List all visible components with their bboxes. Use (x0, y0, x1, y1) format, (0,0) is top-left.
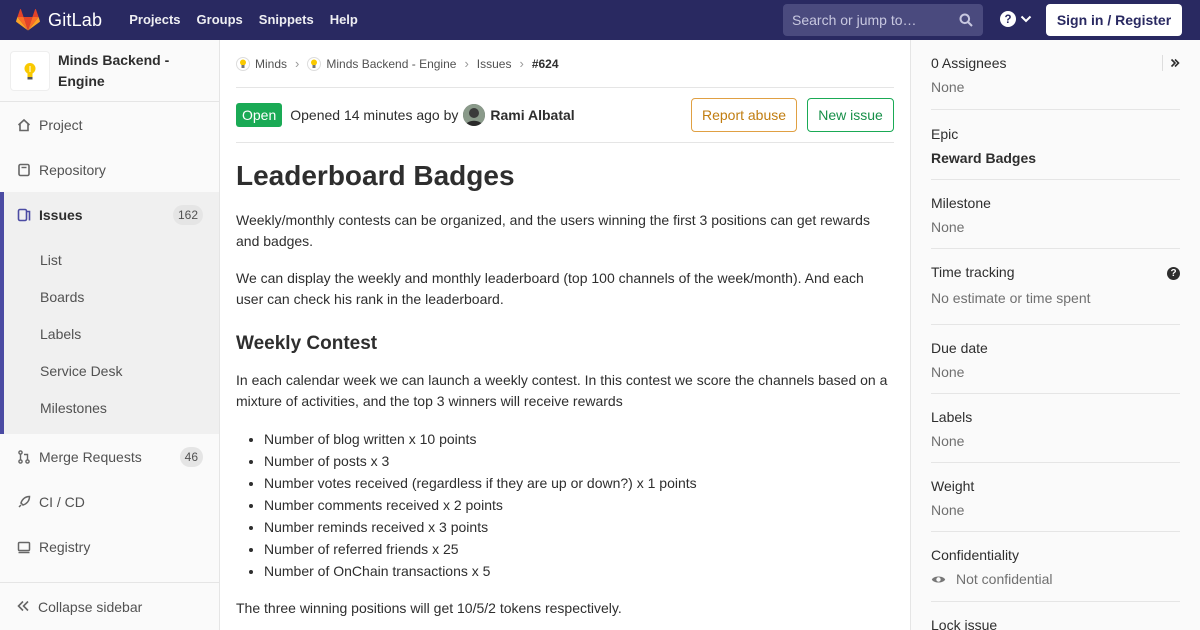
confidentiality-block (931, 532, 1180, 602)
brand-name: GitLab (48, 9, 103, 30)
confidentiality-value (931, 569, 1180, 589)
gitlab-logo-icon (16, 9, 40, 31)
epic-block (931, 110, 1180, 180)
list-item: • Number of referred friends x 25 (264, 538, 894, 560)
collapse-sidebar-label: Collapse sidebar (38, 598, 143, 615)
milestone-value: None (931, 219, 965, 235)
breadcrumb-label: Minds Backend - Engine (326, 56, 457, 71)
author-link[interactable]: Rami Albatal (490, 107, 575, 123)
breadcrumb-item-current[interactable] (532, 57, 559, 71)
sidebar-subitem-labels[interactable]: Labels (40, 325, 82, 342)
svg-text:?: ? (1004, 14, 1012, 27)
sidebar-item-label: Issues (39, 206, 83, 223)
search-icon (959, 13, 973, 27)
confidentiality-label: Not confidential (956, 571, 1053, 587)
breadcrumb-item[interactable] (307, 56, 476, 71)
scoring-list (236, 428, 894, 582)
chevron-down-icon (1020, 15, 1032, 23)
eye-icon (931, 574, 946, 585)
nav-links (121, 0, 366, 40)
time-tracking-title: Time tracking (931, 264, 1015, 280)
new-issue-button[interactable]: New issue (807, 98, 894, 132)
assignees-value: None (931, 79, 965, 95)
issue-sidebar (910, 40, 1200, 630)
book-icon (16, 162, 32, 178)
sidebar-item-label: Project (39, 116, 83, 133)
description-paragraph: We can display the weekly and monthly leaderboard (top 100 channels of the week/month). And each user can check his rank in the leaderboard. (236, 270, 864, 307)
issue-title: Leaderboard Badges (236, 160, 515, 191)
avatar[interactable] (463, 104, 485, 126)
gitlab-logo-link[interactable] (16, 0, 102, 40)
breadcrumb-item[interactable] (477, 56, 532, 71)
project-header[interactable] (0, 40, 219, 102)
collapse-sidebar-button[interactable] (0, 582, 219, 630)
due-date-value: None (931, 364, 965, 380)
lightbulb-icon (21, 61, 39, 81)
issues-count-badge: 162 (173, 205, 203, 225)
project-avatar (10, 51, 50, 91)
weight-value: None (931, 502, 965, 518)
breadcrumb-item[interactable] (236, 56, 307, 71)
section-heading: Weekly Contest (236, 333, 378, 354)
epic-title: Epic (931, 126, 959, 142)
list-item: • Number votes received (regardless if they are up or down?) x 1 points (264, 472, 894, 494)
due-date-title: Due date (931, 340, 988, 356)
sidebar-item-merge-requests[interactable] (0, 434, 219, 479)
status-badge: Open (236, 103, 282, 127)
sidebar-item-repository[interactable] (0, 147, 219, 192)
list-item: • Number of OnChain transactions x 5 (264, 560, 894, 582)
sidebar-item-label: Registry (39, 538, 91, 555)
chevron-right-icon: › (295, 56, 300, 71)
sidebar-subitem-milestones[interactable]: Milestones (40, 399, 107, 416)
collapse-sidebar-toggle[interactable] (1162, 55, 1180, 71)
issues-submenu (0, 237, 219, 434)
nav-help[interactable]: Help (329, 12, 358, 27)
lock-issue-block (931, 602, 1180, 630)
sign-in-button[interactable]: Sign in / Register (1046, 4, 1182, 36)
nav-snippets[interactable]: Snippets (258, 12, 314, 27)
list-item: • Number reminds received x 3 points (264, 516, 894, 538)
sidebar-item-label: Repository (39, 161, 106, 178)
question-icon[interactable]: ? (1167, 267, 1180, 280)
chevron-right-icon: › (519, 56, 524, 71)
sidebar-item-project[interactable] (0, 102, 219, 147)
issues-icon (16, 207, 32, 223)
sidebar-subitem-service-desk[interactable]: Service Desk (40, 362, 123, 379)
milestone-title: Milestone (931, 195, 991, 211)
nav-projects[interactable]: Projects (129, 12, 181, 27)
weight-title: Weight (931, 478, 975, 494)
sidebar-item-issues[interactable] (0, 192, 219, 237)
list-item: • Number of blog written x 10 points (264, 428, 894, 450)
weight-block (931, 463, 1180, 532)
assignees-title: 0 Assignees (931, 55, 1007, 71)
sidebar-subitem-boards[interactable]: Boards (40, 288, 85, 305)
description-paragraph: The three winning positions will get 10/5/2 tokens respectively. (236, 600, 622, 616)
epic-value[interactable]: Reward Badges (931, 150, 1037, 166)
due-date-block (931, 325, 1180, 394)
project-name: Minds Backend - Engine (58, 51, 170, 89)
description-paragraph: In each calendar week we can launch a weekly contest. In this contest we score the channels based on a mixture of activities, and the top 3 winners will receive rewards (236, 372, 888, 409)
project-sidebar (0, 40, 220, 630)
confidentiality-title: Confidentiality (931, 547, 1019, 563)
container-icon (16, 539, 32, 555)
search-input[interactable] (783, 4, 983, 36)
time-tracking-value: No estimate or time spent (931, 290, 1091, 306)
list-item: • Number of posts x 3 (264, 450, 894, 472)
issue-description (236, 210, 894, 619)
labels-value: None (931, 433, 965, 449)
sidebar-item-registry[interactable] (0, 524, 219, 569)
question-icon (1000, 11, 1016, 27)
breadcrumb-label: #624 (531, 56, 559, 71)
double-chevron-right-icon (1170, 58, 1180, 68)
sidebar-item-ci-cd[interactable] (0, 479, 219, 524)
labels-title: Labels (931, 409, 973, 425)
sidebar-item-label: CI / CD (39, 493, 85, 510)
lightbulb-icon (236, 57, 250, 71)
nav-groups[interactable]: Groups (196, 12, 243, 27)
issue-content (236, 40, 894, 630)
assignees-block (931, 40, 1180, 110)
lock-issue-title: Lock issue (931, 617, 998, 630)
sidebar-item-label: Merge Requests (39, 448, 142, 465)
breadcrumb-label: Minds (255, 56, 288, 71)
breadcrumb-label: Issues (476, 56, 512, 71)
time-tracking-block (931, 249, 1180, 325)
opened-text: Opened 14 minutes ago by (290, 107, 459, 123)
issue-header (236, 88, 894, 143)
double-chevron-left-icon (16, 599, 30, 615)
rocket-icon (16, 494, 32, 510)
list-item: • Number comments received x 2 points (264, 494, 894, 516)
top-navbar (0, 0, 1200, 40)
home-icon (16, 117, 32, 133)
milestone-block (931, 180, 1180, 249)
labels-block (931, 394, 1180, 463)
help-dropdown[interactable] (1000, 11, 1032, 27)
search-placeholder: Search or jump to… (792, 12, 917, 28)
lightbulb-icon (307, 57, 321, 71)
breadcrumb (236, 40, 894, 88)
description-paragraph: Weekly/monthly contests can be organized, and the users winning the first 3 positions can get rewards and badges. (236, 212, 870, 249)
report-abuse-button[interactable]: Report abuse (691, 98, 797, 132)
merge-requests-count-badge: 46 (180, 447, 203, 467)
merge-request-icon (16, 449, 32, 465)
chevron-right-icon: › (464, 56, 469, 71)
sidebar-subitem-list[interactable]: List (40, 251, 62, 268)
